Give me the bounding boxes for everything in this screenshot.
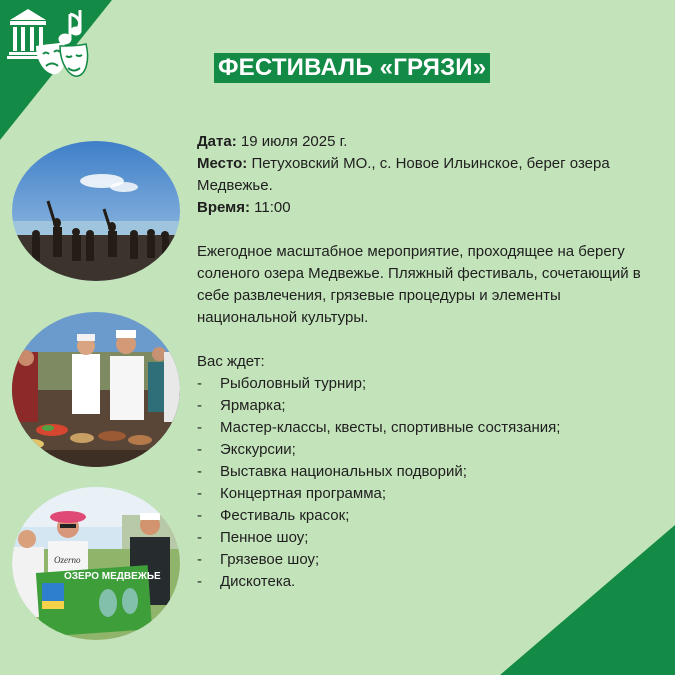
music-note-icon [60, 10, 80, 43]
event-info [197, 131, 662, 593]
event-place [197, 153, 662, 197]
bullet-dash: - [197, 485, 202, 502]
bullet-dash: - [197, 463, 202, 480]
sign-text: ОЗЕРО МЕДВЕЖЬЕ [64, 571, 161, 582]
time-label: Время: [197, 199, 250, 216]
place-value: Петуховский МО., с. Новое Ильинское, берег озера Медвежье. [197, 155, 610, 194]
date-value: 19 июля 2025 г. [236, 133, 348, 150]
bullet-dash: - [197, 573, 202, 590]
list-item [197, 439, 662, 461]
list-item-text: Фестиваль красок; [220, 507, 350, 524]
list-item-text: Ярмарка; [220, 397, 286, 414]
bullet-dash: - [197, 551, 202, 568]
bullet-dash: - [197, 375, 202, 392]
list-item [197, 417, 662, 439]
list-item [197, 395, 662, 417]
program-heading: Вас ждет: [197, 353, 265, 370]
list-item-text: Пенное шоу; [220, 529, 309, 546]
photo-lake-sign [12, 487, 180, 640]
photo-fair-visitors [12, 312, 180, 467]
list-item-text: Выставка национальных подворий; [220, 463, 467, 480]
list-item [197, 527, 662, 549]
page-title: ФЕСТИВАЛЬ «ГРЯЗИ» [214, 53, 490, 83]
bullet-dash: - [197, 441, 202, 458]
list-item [197, 483, 662, 505]
list-item-text: Мастер-классы, квесты, спортивные состязания; [220, 419, 561, 436]
photo-beach-crowd [12, 141, 180, 281]
theatre-masks-icon [36, 42, 88, 76]
list-item [197, 505, 662, 527]
time-value: 11:00 [249, 199, 291, 216]
event-time [197, 197, 662, 219]
list-item [197, 549, 662, 571]
shirt-text: Ozerno [54, 555, 81, 565]
bullet-dash: - [197, 529, 202, 546]
list-item-text: Грязевое шоу; [220, 551, 320, 568]
event-date [197, 131, 662, 153]
list-item-text: Экскурсии; [220, 441, 296, 458]
place-label: Место: [197, 155, 248, 172]
bullet-dash: - [197, 397, 202, 414]
culture-logo [6, 6, 92, 82]
list-item-text: Концертная программа; [220, 485, 387, 502]
bullet-dash: - [197, 507, 202, 524]
list-item [197, 373, 662, 395]
list-item-text: Дискотека. [220, 573, 296, 590]
list-item [197, 571, 662, 593]
bullet-dash: - [197, 419, 202, 436]
list-item-text: Рыболовный турнир; [220, 375, 367, 392]
program-list [197, 373, 662, 593]
event-description: Ежегодное масштабное мероприятие, проходящее на берегу соленого озера Медвежье. Пляжный фестиваль, сочетающий в себе развлечения, грязевые процедуры и элементы национальной культуры. [197, 243, 641, 326]
list-item [197, 461, 662, 483]
date-label: Дата: [197, 133, 237, 150]
